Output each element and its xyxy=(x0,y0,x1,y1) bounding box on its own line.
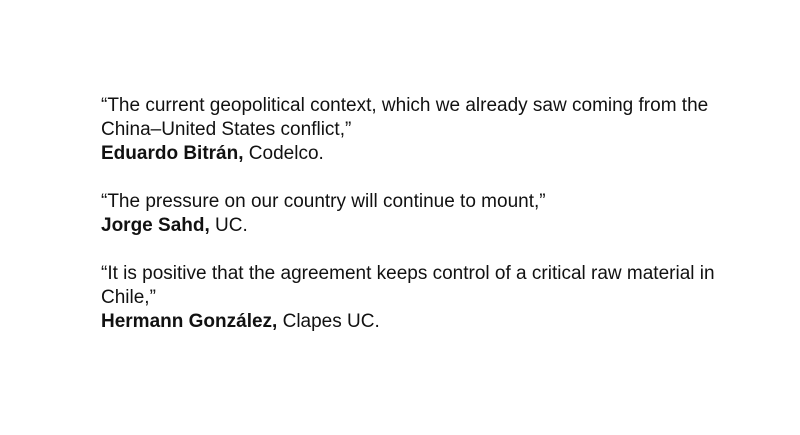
speaker-name: Hermann González, xyxy=(101,311,278,332)
quote-text: “The pressure on our country will continue to mount,” xyxy=(101,191,546,212)
speaker-affiliation: UC. xyxy=(209,215,248,236)
quote-text: “It is positive that the agreement keeps control of a critical raw material in Chile,” xyxy=(101,263,715,308)
quote-attribution xyxy=(101,142,721,166)
quotes-list xyxy=(101,94,721,358)
quote-item xyxy=(101,262,721,334)
speaker-name: Eduardo Bitrán, xyxy=(101,143,244,164)
speaker-affiliation: Clapes UC. xyxy=(277,311,380,332)
quote-item xyxy=(101,94,721,166)
speaker-name: Jorge Sahd, xyxy=(101,215,210,236)
quote-text: “The current geopolitical context, which we already saw coming from the China–United States conflict,” xyxy=(101,95,709,140)
speaker-affiliation: Codelco. xyxy=(243,143,324,164)
quote-item xyxy=(101,190,721,238)
quote-attribution xyxy=(101,310,721,334)
quote-attribution xyxy=(101,214,721,238)
